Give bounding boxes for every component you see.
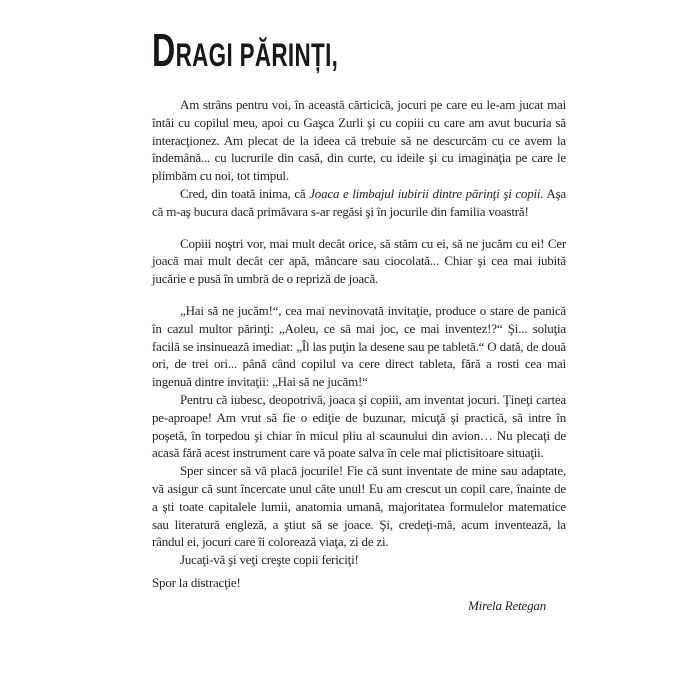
author-signature: Mirela Retegan (468, 597, 546, 613)
closing-line: Spor la distracţie! (152, 574, 241, 590)
page-title-initial: D (152, 24, 176, 76)
paragraph-2-segment-3: Aşa că m-aş bucura dacă primăvara s-ar regăsi şi în jocurile din familia voastră! (152, 185, 567, 219)
paragraph-1: Am strâns pentru voi, în această cărticică, jocuri pe care eu le-am jucat mai întâi cu copilul meu, apoi cu Gaşca Zurli şi cu copiii cu care am avut bucuria să interacţionez. Am plecat de la ideea că trebuie să ne descurcăm cu ce avem la îndemână... cu lucrurile din casă, din curte, cu ideile şi cu imaginaţia pe care le plimbăm cu noi, tot timpul. (152, 97, 566, 184)
paragraph-7: Jucaţi-vă şi veţi creşte copii fericiţi! (180, 552, 359, 568)
paragraph-5: Pentru că iubesc, deopotrivă, joaca şi copiii, am inventat jocuri. Ţineţi cartea pe-aproape! Am vrut să fie o ediţie de buzunar, micuţă şi practică, să intre în poşetă, în torpedou şi chiar în micul pliu al scaunului din avion… Nu plecaţi de acasă fără acest instrument care vă poate salva în cele mai plictisitoare situaţii. (152, 391, 566, 461)
page-content (152, 24, 567, 615)
paragraph-3: Copiii noştri vor, mai mult decât orice, să stăm cu ei, să ne jucăm cu ei! Cer joacă mai mult decât cer apă, mâncare sau ciocolată... Chiar şi cea mai iubită jucărie e pusă în umbră de o repriză de joacă. (152, 235, 566, 287)
paragraph-4: „Hai să ne jucăm!“, cea mai nevinovată invitaţie, produce o stare de panică în cazul multor părinţi: „Aoleu, ce să mai joc, ce mai inventez!?“ Şi... soluţia facilă se insinuează imediat: „Îl las puţin la desene sau pe tabletă.“ O dată, de două ori, de trei ori... până când copilul va cere direct tableta, fără a rosti cea mai ingenuă dintre invitaţii: „Hai să ne jucăm!“ (152, 302, 566, 390)
paragraph-2-segment-1: Cred, din toată inima, că (180, 185, 310, 201)
page-title-rest: RAGI PĂRINȚI, (175, 37, 339, 73)
paragraph-2 (152, 185, 566, 221)
page-title (152, 24, 442, 76)
paragraph-6: Sper sincer să vă placă jocurile! Fie că sunt inventate de mine sau adaptate, vă asigur că sunt încercate unul câte unul! Eu am crescut un copil care, înainte de a şti toate capitalele lumii, anatomia umană, majoritatea formulelor matematice sau literatură engleză, a ştiut să se joace. Şi, credeţi-mă, acum inventează, la rândul ei, jocuri care îi colorează viaţa, zi de zi. (152, 463, 566, 550)
paragraph-2-italic-phrase: Joaca e limbajul iubirii dintre părinţi şi copii. (309, 185, 544, 201)
body-text (152, 96, 566, 615)
